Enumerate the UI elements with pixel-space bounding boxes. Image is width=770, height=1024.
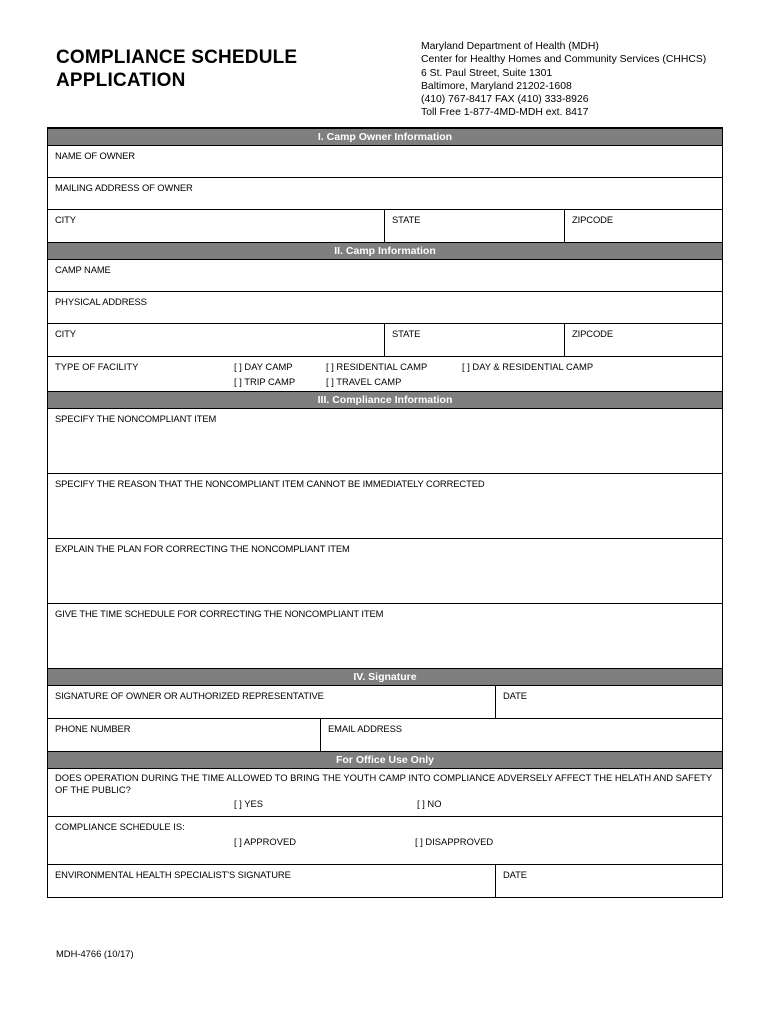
approved-checkbox[interactable]: [ ] APPROVED (234, 836, 296, 847)
facility-type-label: TYPE OF FACILITY (55, 361, 139, 372)
specialist-signature-row (48, 865, 722, 897)
camp-name-field[interactable]: CAMP NAME (55, 264, 111, 275)
residential-camp-checkbox[interactable]: [ ] RESIDENTIAL CAMP (326, 361, 428, 372)
owner-signature-date-field[interactable]: DATE (503, 690, 527, 701)
public-safety-question: DOES OPERATION DURING THE TIME ALLOWED TO BRING THE YOUTH CAMP INTO COMPLIANCE ADVERSELY AFFECT THE HELATH AND SAFETY OF THE PUBLIC? (55, 772, 712, 795)
camp-state-field[interactable]: STATE (385, 324, 565, 356)
specialist-signature-field[interactable]: ENVIRONMENTAL HEALTH SPECIALIST'S SIGNATURE (48, 865, 496, 897)
correction-plan-field[interactable]: EXPLAIN THE PLAN FOR CORRECTING THE NONCOMPLIANT ITEM (55, 543, 350, 554)
owner-zipcode-field[interactable]: ZIPCODE (572, 214, 613, 225)
agency-city: Baltimore, Maryland 21202-1608 (421, 80, 572, 92)
owner-name-row (48, 146, 722, 178)
owner-mailing-address-field[interactable]: MAILING ADDRESS OF OWNER (55, 182, 193, 193)
yes-checkbox[interactable]: [ ] YES (234, 798, 264, 809)
email-address-field[interactable]: EMAIL ADDRESS (328, 723, 402, 734)
owner-signature-row (48, 686, 722, 719)
camp-physical-address-row (48, 292, 722, 324)
camp-physical-address-field[interactable]: PHYSICAL ADDRESS (55, 296, 147, 307)
day-camp-checkbox[interactable]: [ ] DAY CAMP (234, 361, 293, 372)
public-safety-question-row (48, 769, 722, 817)
form-title-line1: COMPLIANCE SCHEDULE (56, 47, 298, 68)
compliance-form (47, 127, 723, 898)
owner-city-state-zip-row (48, 210, 722, 243)
facility-type-row (48, 357, 722, 392)
day-residential-camp-checkbox[interactable]: [ ] DAY & RESIDENTIAL CAMP (462, 361, 594, 372)
form-title (56, 46, 297, 92)
form-number: MDH-4766 (10/17) (56, 948, 134, 959)
form-title-line2: APPLICATION (56, 70, 186, 91)
camp-zipcode-field[interactable]: ZIPCODE (572, 328, 613, 339)
agency-toll-free: Toll Free 1-877-4MD-MDH ext. 8417 (421, 107, 589, 119)
trip-camp-checkbox[interactable]: [ ] TRIP CAMP (234, 376, 296, 387)
noncompliant-item-field[interactable]: SPECIFY THE NONCOMPLIANT ITEM (55, 413, 217, 424)
camp-city-state-zip-row (48, 324, 722, 357)
contact-row (48, 719, 722, 752)
phone-number-field[interactable]: PHONE NUMBER (48, 719, 321, 751)
time-schedule-field[interactable]: GIVE THE TIME SCHEDULE FOR CORRECTING THE NONCOMPLIANT ITEM (55, 608, 384, 619)
no-checkbox[interactable]: [ ] NO (417, 798, 442, 809)
facility-type-cell (48, 357, 722, 391)
specialist-signature-date-field[interactable]: DATE (503, 869, 527, 880)
owner-signature-field[interactable]: SIGNATURE OF OWNER OR AUTHORIZED REPRESENTATIVE (48, 686, 496, 718)
agency-phone-fax: (410) 767-8417 FAX (410) 333-8926 (421, 94, 589, 106)
schedule-decision-row (48, 817, 722, 865)
camp-name-row (48, 260, 722, 292)
agency-center: Center for Healthy Homes and Community Services (CHHCS) (421, 54, 707, 66)
owner-name-field[interactable]: NAME OF OWNER (55, 150, 135, 161)
time-schedule-row (48, 604, 722, 669)
agency-name: Maryland Department of Health (MDH) (421, 41, 599, 52)
reason-row (48, 474, 722, 539)
correction-plan-row (48, 539, 722, 604)
section-signature-heading: IV. Signature (48, 669, 722, 686)
agency-street: 6 St. Paul Street, Suite 1301 (421, 67, 553, 79)
schedule-decision-label: COMPLIANCE SCHEDULE IS: (55, 821, 185, 832)
section-compliance-heading: III. Compliance Information (48, 392, 722, 409)
noncompliant-item-row (48, 409, 722, 474)
disapproved-checkbox[interactable]: [ ] DISAPPROVED (415, 836, 494, 847)
section-camp-owner-heading: I. Camp Owner Information (48, 129, 722, 146)
agency-address-block (421, 40, 706, 120)
owner-state-field[interactable]: STATE (385, 210, 565, 242)
owner-city-field[interactable]: CITY (48, 210, 385, 242)
camp-city-field[interactable]: CITY (48, 324, 385, 356)
owner-mailing-address-row (48, 178, 722, 210)
travel-camp-checkbox[interactable]: [ ] TRAVEL CAMP (326, 376, 402, 387)
section-office-use-heading: For Office Use Only (48, 752, 722, 769)
section-camp-info-heading: II. Camp Information (48, 243, 722, 260)
reason-field[interactable]: SPECIFY THE REASON THAT THE NONCOMPLIANT ITEM CANNOT BE IMMEDIATELY CORRECTED (55, 478, 485, 489)
